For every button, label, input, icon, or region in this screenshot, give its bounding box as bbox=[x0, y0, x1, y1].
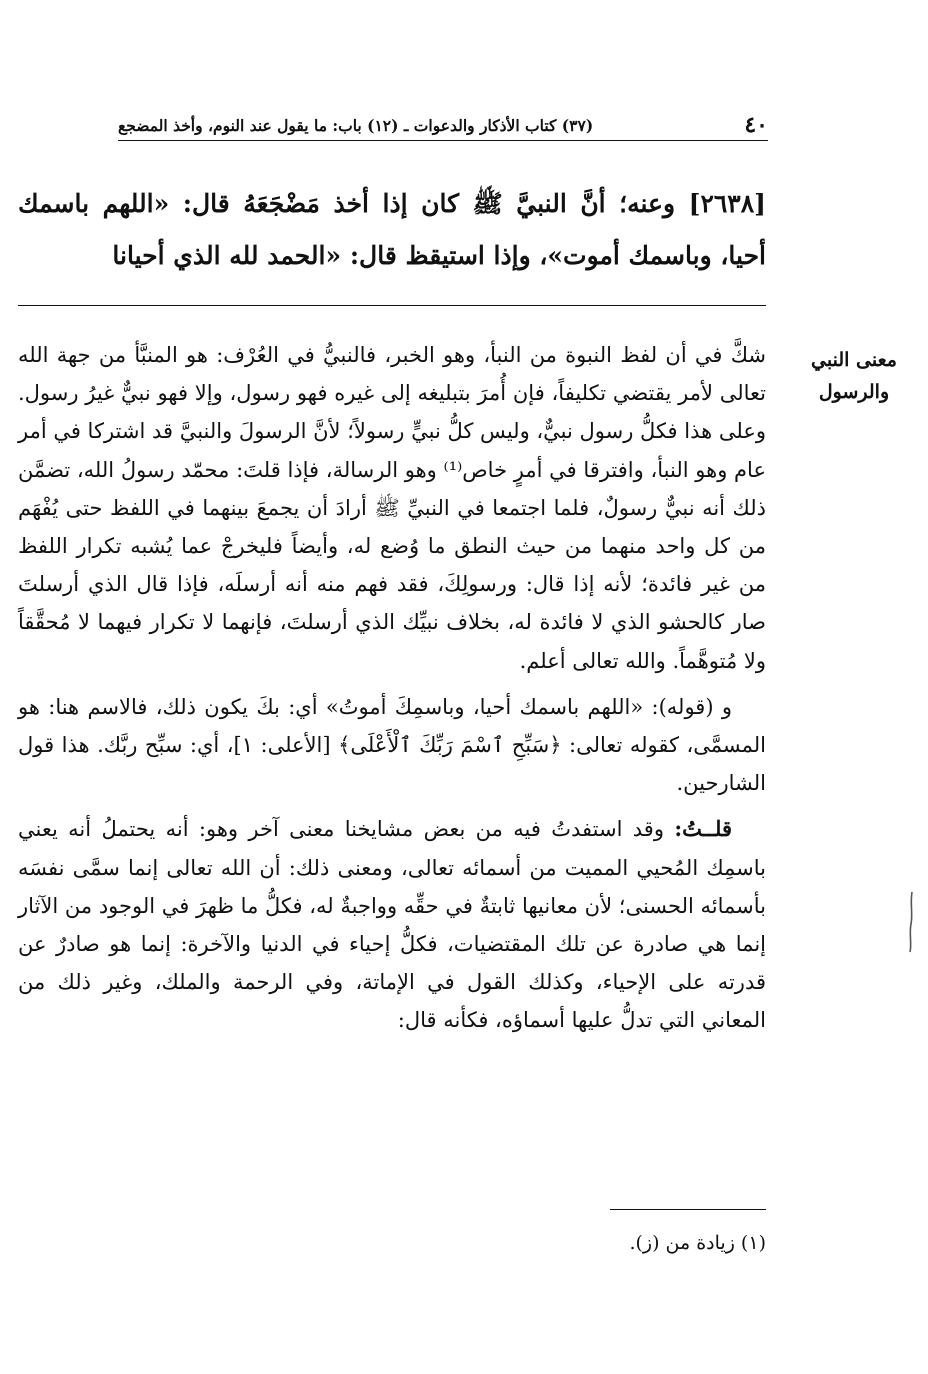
paragraph-text: شكَّ في أن لفظ النبوة من النبأ، وهو الخبر، فالنبيُّ في العُرْف: هو المنبَّأ من جهة الله تعالى لأمر يقتضي تكليفاً، فإن أُمرَ بتبليغه إلى غيره فهو رسول، وإلا فهو نبيٌّ غيرُ رسول. وعلى هذا فكلُّ رسول نبيٌّ، وليس كلُّ نبيٍّ رسولاً؛ لأنَّ الرسولَ والنبيَّ قد اشتركا في أمر عام وهو النبأ، وافترقا في أمرٍ خاص⁽¹⁾ وهو الرسالة، فإذا قلتَ: محمّد رسولُ الله، تضمَّن ذلك أنه نبيٌّ رسولٌ، فلما اجتمعا في النبيِّ ﷺ أرادَ أن يجمعَ بينهما في اللفظ حتى يُفْهَم من كل واحد منهما من حيث النطق ما وُضع له، وأيضاً فليخرجْ عما يُشبه تكرار اللفظ من غير فائدة؛ لأنه إذا قال: ورسولِكَ، فقد فهم منه أنه أرسلَه، فإذا قال الذي أرسلتَ صار كالحشو الذي لا فائدة له، بخلاف نبيِّك الذي أرسلتَ، فإنهما لا تكرار فيهما لا مُحقَّقاً ولا مُتوهَّماً. والله تعالى أعلم. bbox=[17, 343, 766, 673]
footnote-rule bbox=[610, 1209, 766, 1210]
running-header bbox=[118, 108, 768, 141]
qult-marker: قلــتُ: bbox=[674, 816, 732, 842]
scan-artifact-mark bbox=[907, 890, 915, 954]
margin-heading: معنى النبي والرسول bbox=[811, 349, 897, 403]
paragraph-text: وقد استفدتُ فيه من بعض مشايخنا معنى آخر وهو: أنه يحتملُ أنه يعني باسمِك المُحيي المميت من أسمائه تعالى، ومعنى ذلك: أن الله تعالى إنما سمَّى نفسَه بأسمائه الحسنى؛ لأن معانيها ثابتةٌ في حقِّه وواجبةٌ له، فكلُّ ما ظهرَ في الوجود من الآثار إنما هي صادرة عن تلك المقتضيات، فكلُّ إحياء في الدنيا والآخرة: إنما هو صادرٌ عن قدرته على الإحياء، وكذلك القول في الإماتة، وفي الرحمة والملك، وغير ذلك من المعاني التي تدلُّ عليها أسماؤه، فكأنه قال: bbox=[18, 817, 766, 1033]
hadith-text: [٢٦٣٨] وعنه؛ أنَّ النبيَّ ﷺ كان إذا أخذ مَضْجَعَهُ قال: «اللهم باسمك أحيا، وباسمك أموت»، وإذا استيقظ قال: «الحمد لله الذي أحيانا bbox=[18, 189, 766, 270]
running-title: (٣٧) كتاب الأذكار والدعوات ـ (١٢) باب: ما يقول عند النوم، وأخذ المضجع bbox=[118, 116, 594, 135]
commentary-paragraph-3 bbox=[18, 810, 766, 1039]
footnote: (١) زيادة من (ز). bbox=[629, 1232, 766, 1254]
section-divider bbox=[18, 305, 766, 306]
paragraph-text: و (قوله): «اللهم باسمك أحيا، وباسمِكَ أموتُ» أي: بكَ يكون ذلك، فالاسم هنا: هو المسمَّى، كقوله تعالى: ﴿سَبِّحِ ٱسْمَ رَبِّكَ ٱلْأَعْلَى﴾ [الأعلى: ١]، أي: سبِّح ربَّك. هذا قول الشارحين. bbox=[18, 694, 766, 796]
commentary-paragraph-1 bbox=[18, 336, 766, 680]
commentary-paragraph-2 bbox=[18, 688, 766, 803]
page-number: ٤٠ bbox=[744, 112, 768, 138]
commentary-body bbox=[18, 336, 766, 1048]
